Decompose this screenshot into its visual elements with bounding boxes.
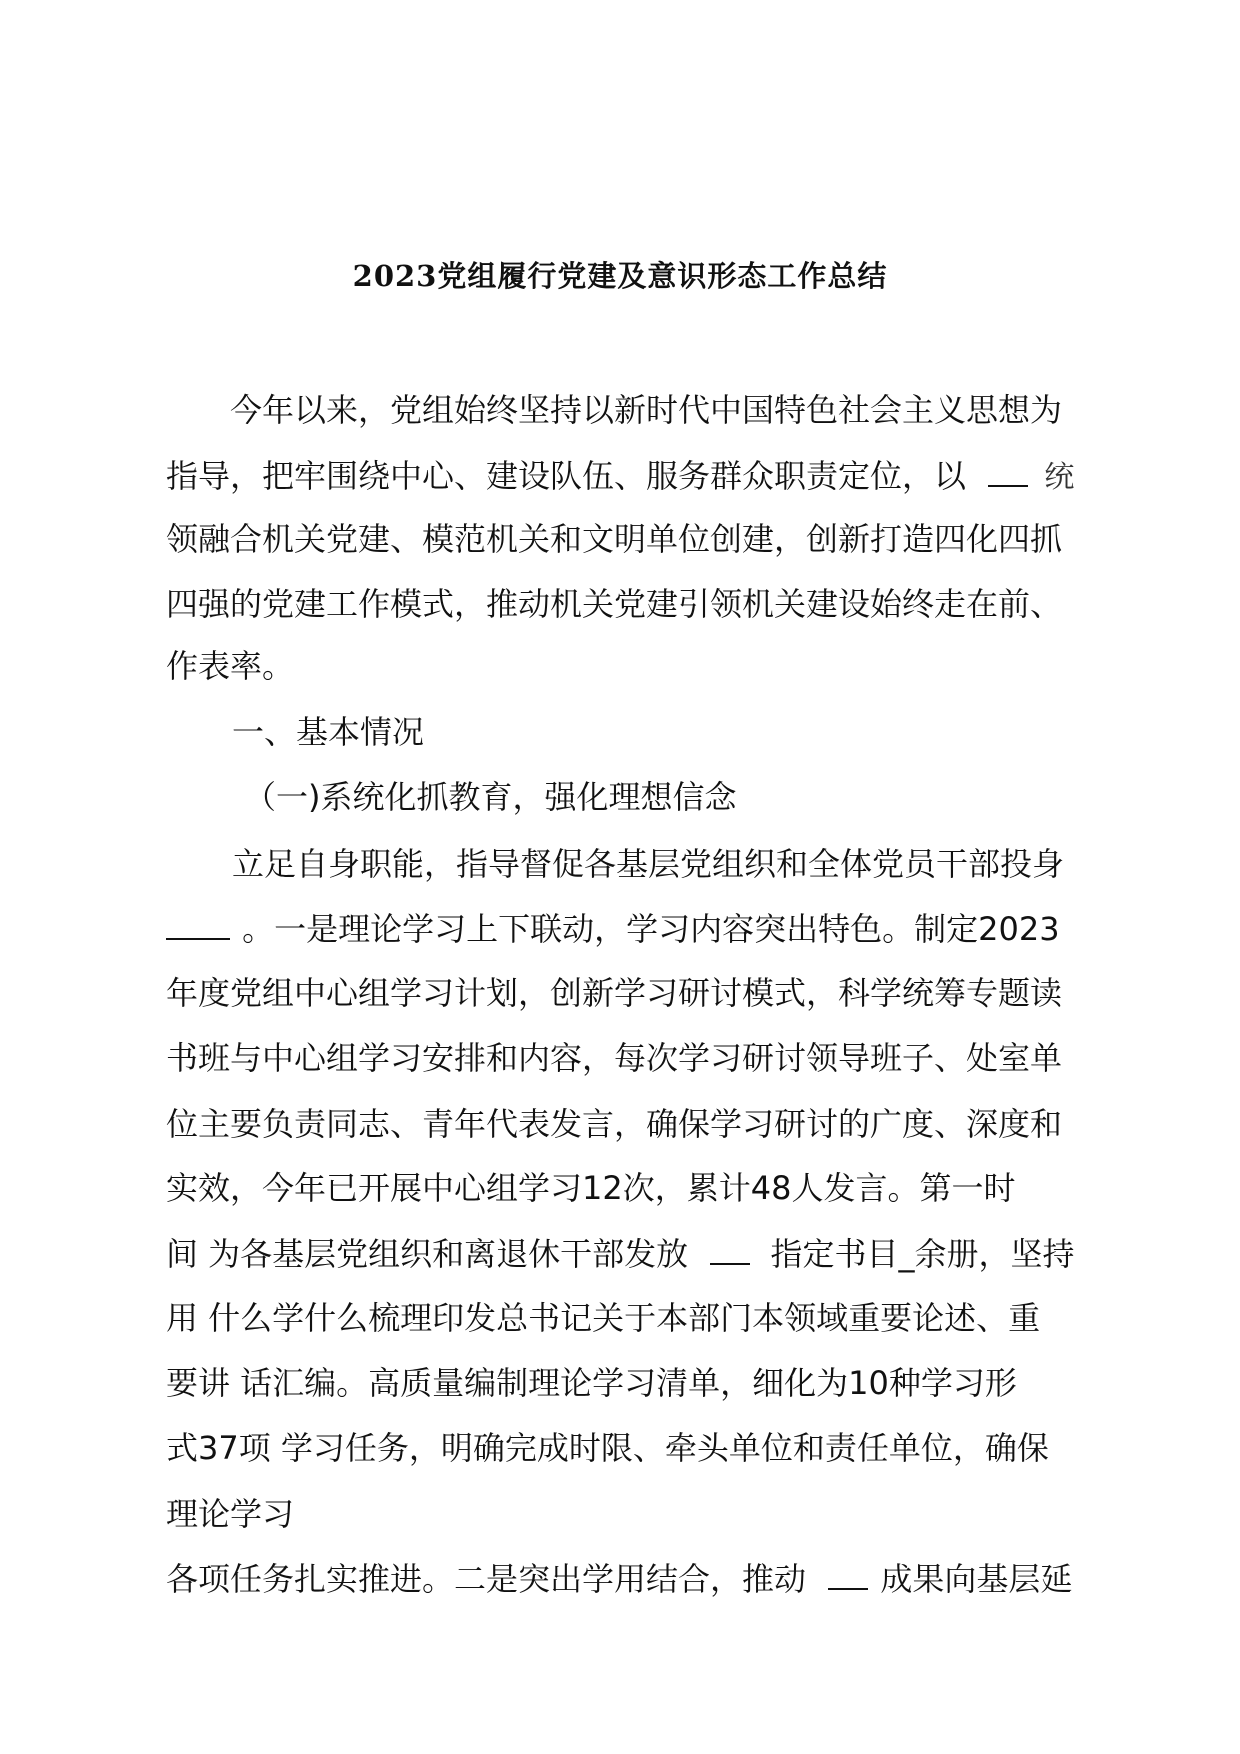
paragraph-line	[166, 1038, 1062, 1078]
line-text: 一、基本情况	[232, 713, 425, 751]
line-text: 统	[1044, 460, 1075, 495]
line-text: 领融合机关党建、模范机关和文明单位创建，创新打造四化四抓	[166, 520, 1063, 558]
subsection-heading	[244, 777, 737, 817]
paragraph-line	[166, 455, 1074, 498]
line-text: 作表率。	[166, 647, 295, 685]
line-text: 年度党组中心组学习计划，创新学习研讨模式，科学统筹专题读	[166, 974, 1063, 1012]
paragraph-line	[166, 1233, 1075, 1274]
fill-in-blank	[166, 908, 230, 940]
paragraph-line	[232, 844, 1064, 884]
line-text: 指定书目_余册，坚持	[770, 1235, 1075, 1273]
paragraph-line	[166, 1558, 1072, 1599]
paragraph-line	[166, 908, 1060, 949]
section-heading	[232, 712, 424, 752]
paragraph-line	[166, 1298, 1040, 1338]
paragraph-line	[166, 646, 294, 686]
document-title: 2023党组履行党建及意识形态工作总结	[352, 259, 888, 293]
line-text: 式37项 学习任务，明确完成时限、牵头单位和责任单位，确保	[166, 1429, 1049, 1467]
fill-in-blank	[828, 1558, 868, 1590]
paragraph-line	[166, 519, 1062, 559]
line-text: 。一是理论学习上下联动，学习内容突出特色。制定2023	[242, 910, 1060, 948]
line-text: （一)系统化抓教育，强化理想信念	[244, 778, 737, 816]
line-text: 实效，今年已开展中心组学习12次，累计48人发言。第一时	[166, 1169, 1016, 1207]
paragraph-line	[166, 584, 1062, 624]
line-text: 间 为各基层党组织和离退休干部发放	[166, 1235, 689, 1273]
paragraph-line	[166, 1494, 294, 1534]
line-text: 用 什么学什么梳理印发总书记关于本部门本领域重要论述、重	[166, 1299, 1041, 1337]
line-text: 书班与中心组学习安排和内容，每次学习研讨领导班子、处室单	[166, 1039, 1063, 1077]
fill-in-blank	[988, 455, 1028, 487]
fill-in-blank	[710, 1233, 750, 1265]
line-text: 理论学习	[166, 1495, 295, 1533]
paragraph-line	[166, 1104, 1062, 1144]
line-text: 立足自身职能，指导督促各基层党组织和全体党员干部投身	[232, 845, 1065, 883]
paragraph-line	[166, 973, 1062, 1013]
line-text: 要讲 话汇编。高质量编制理论学习清单，细化为10种学习形	[166, 1364, 1017, 1402]
line-text: 指导，把牢围绕中心、建设队伍、服务群众职责定位，以	[166, 457, 967, 495]
line-text: 位主要负责同志、青年代表发言，确保学习研讨的广度、深度和	[166, 1105, 1063, 1143]
paragraph-line	[166, 1363, 1017, 1403]
paragraph-line	[166, 1428, 1049, 1468]
line-text: 成果向基层延	[880, 1560, 1073, 1598]
paragraph-line	[166, 1168, 1015, 1208]
line-text: 四强的党建工作模式，推动机关党建引领机关建设始终走在前、	[166, 585, 1063, 623]
line-text: 今年以来，党组始终坚持以新时代中国特色社会主义思想为	[230, 391, 1063, 429]
line-text: 各项任务扎实推进。二是突出学用结合，推动	[166, 1560, 807, 1598]
paragraph-line	[230, 390, 1062, 430]
